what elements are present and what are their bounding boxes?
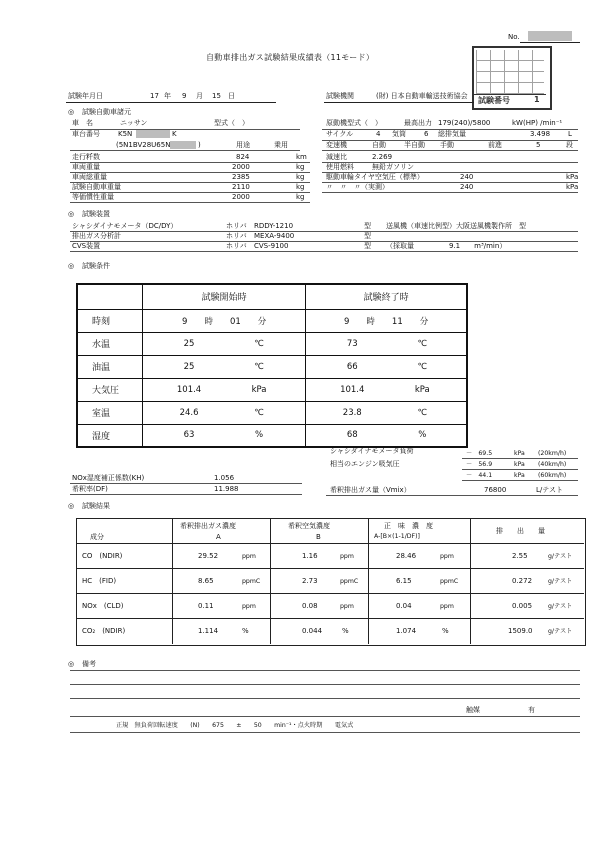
result-b-unit: ppm <box>340 553 354 560</box>
rule <box>70 251 578 252</box>
load-label-2: 相当のエンジン吸気圧 <box>330 460 400 468</box>
weight-label: 車両重量 <box>72 163 100 171</box>
tire-value: 240 <box>460 173 474 181</box>
conditions-section-marker: ◎ <box>68 262 75 270</box>
result-net: 28.46 <box>396 552 417 560</box>
result-name: HC (FID) <box>82 577 117 585</box>
load-unit: kPa <box>514 472 525 479</box>
start-header: 試験開始時 <box>143 284 306 309</box>
test-year: 17 <box>150 92 159 100</box>
stamp-number: 1 <box>534 95 540 104</box>
condition-end-value: 66 <box>346 361 358 372</box>
inertia-weight-unit: kg <box>296 193 305 201</box>
condition-end-unit: % <box>418 430 427 441</box>
condition-start-cell <box>143 355 306 378</box>
vehicle-name-label: 車 名 <box>72 119 93 127</box>
result-b: 2.73 <box>302 577 318 585</box>
result-a-unit: ppmC <box>242 578 261 585</box>
rule <box>322 192 578 193</box>
displacement-value: 3.498 <box>530 130 551 138</box>
condition-label: 室温 <box>77 401 143 424</box>
condition-end-unit: ℃ <box>417 361 428 372</box>
remarks-line <box>70 684 580 685</box>
vmix-value: 76800 <box>484 486 507 494</box>
result-emission: 2.55 <box>512 552 528 560</box>
condition-end-cell <box>306 401 467 424</box>
result-a: 1.114 <box>198 627 219 635</box>
equipment-row-label: シャシダイナモメータ（DC/DY） <box>72 222 178 230</box>
result-b-unit: % <box>342 627 349 635</box>
result-emission: 0.272 <box>512 577 533 585</box>
equipment-row-maker: ホリバ <box>226 222 247 230</box>
frame-number-label: 車台番号 <box>72 130 100 138</box>
test-weight-unit: kg <box>296 183 305 191</box>
result-emission: 0.005 <box>512 602 533 610</box>
fuel-value: 無鉛ガソリン <box>372 163 414 171</box>
condition-end-unit: kPa <box>414 384 430 395</box>
rule <box>76 568 584 569</box>
load-speed: (40km/h) <box>538 461 567 468</box>
institution-value: (財) 日本自動車輸送技術協会 <box>376 92 468 100</box>
vehicle-section-marker: ◎ <box>68 108 75 116</box>
transmission-label: 変速機 <box>326 141 347 149</box>
equipment-row-maker: ホリバ <box>226 232 247 240</box>
result-a-unit: ppm <box>242 603 256 610</box>
remarks-footer: 正規 無負荷回転速度 (N) 675 ± 50 min⁻¹・点火時期 電気式 <box>116 722 354 729</box>
result-emission-unit: g/テスト <box>548 628 573 635</box>
equipment-row-type: 型 <box>364 232 371 240</box>
rule <box>322 150 578 151</box>
result-a: 29.52 <box>198 552 219 560</box>
rule <box>270 518 271 644</box>
condition-end-value: 101.4 <box>340 384 365 395</box>
result-b-unit: ppm <box>340 603 354 610</box>
inertia-weight-value: 2000 <box>232 193 250 201</box>
conditions-row <box>77 309 467 332</box>
condition-start-unit: ℃ <box>254 338 264 349</box>
equipment-row-extra: （採取量 9.1 m³/min） <box>386 242 507 250</box>
remarks-line <box>70 732 580 733</box>
condition-start-value: 24.6 <box>179 407 199 418</box>
remarks-section-marker: ◎ <box>68 660 75 668</box>
rule <box>76 618 584 619</box>
result-net-unit: % <box>442 627 449 635</box>
col-emission: 排 出 量 <box>496 527 545 535</box>
results-section-title: 試験結果 <box>82 502 110 510</box>
rule <box>76 593 584 594</box>
condition-end-cell <box>306 378 467 401</box>
fuel-label: 使用燃料 <box>326 163 354 171</box>
result-net-unit: ppmC <box>440 578 459 585</box>
conditions-section-title: 試験条件 <box>82 262 110 270</box>
equipment-row-type: 型 <box>364 222 371 230</box>
odometer-unit: km <box>296 153 307 161</box>
load-value: － 56.9 <box>466 461 493 468</box>
stamp-seal-grid <box>476 50 544 94</box>
load-value: － 44.1 <box>466 472 493 479</box>
conditions-row <box>77 378 467 401</box>
max-output-unit: kW(HP) /min⁻¹ <box>512 119 563 127</box>
condition-start-value: 63 <box>183 430 195 441</box>
displacement-label: 総排気量 <box>438 130 466 138</box>
test-month: 9 <box>182 92 187 100</box>
displacement-unit: L <box>568 130 572 138</box>
rule <box>470 518 471 644</box>
result-a-unit: % <box>242 627 249 635</box>
gross-weight-unit: kg <box>296 173 305 181</box>
doc-title: 自動車排出ガス試験結果成績表（11モード） <box>206 53 375 62</box>
remarks-line <box>70 670 580 671</box>
forward-value: 5 <box>536 141 541 149</box>
redacted-frame <box>136 130 170 138</box>
result-b: 1.16 <box>302 552 318 560</box>
col-net: 正 味 濃 度 <box>384 522 433 530</box>
result-net: 1.074 <box>396 627 417 635</box>
use-label: 用途 <box>236 141 250 149</box>
equipment-row-type: 型 <box>364 242 371 250</box>
cycle-label: サイクル <box>326 130 354 138</box>
vehicle-model-label: 型式（ ） <box>214 119 249 127</box>
forward-label: 前進 <box>488 141 502 149</box>
result-name: CO (NDIR) <box>82 552 123 560</box>
kh-label: NOx湿度補正係数(KH) <box>72 474 145 482</box>
rule <box>326 495 578 496</box>
condition-start-value: 25 <box>183 361 195 372</box>
result-a: 0.11 <box>198 602 214 610</box>
doc-number-underline <box>520 42 580 43</box>
condition-label: 湿度 <box>77 424 143 447</box>
load-speed: (60km/h) <box>538 472 567 479</box>
result-net: 0.04 <box>396 602 412 610</box>
cylinders-value: 6 <box>424 130 429 138</box>
institution-underline <box>324 102 474 103</box>
inertia-weight-label: 等価慣性重量 <box>72 193 114 201</box>
weight-unit: kg <box>296 163 305 171</box>
result-emission-unit: g/テスト <box>548 603 573 610</box>
condition-end-value: 73 <box>346 338 358 349</box>
df-label: 希釈率(DF) <box>72 485 108 493</box>
use-value: 乗用 <box>274 141 288 149</box>
col-dilute: 希釈排出ガス濃度 <box>180 522 236 530</box>
equipment-row-extra: 送風機（車速比例型）大阪送風機製作所 型 <box>386 222 526 230</box>
condition-start-value: 101.4 <box>176 384 202 395</box>
test-date-label: 試験年月日 <box>68 92 103 100</box>
equipment-row-model: CVS-9100 <box>254 242 289 250</box>
frame-number2-prefix: (5N1BV28U65N <box>116 141 171 149</box>
rule <box>76 543 584 544</box>
reduction-label: 減速比 <box>326 153 347 161</box>
tire2-unit: kPa <box>566 183 579 191</box>
result-net: 6.15 <box>396 577 412 585</box>
end-header: 試験終了時 <box>306 284 467 309</box>
catalyst-value: 有 <box>528 706 535 714</box>
equipment-section-title: 試験装置 <box>82 210 110 218</box>
institution-label: 試験機関 <box>326 92 354 100</box>
engine-model-label: 原動機型式（ ） <box>326 119 382 127</box>
frame-number-prefix: K5N <box>118 130 133 138</box>
result-b: 0.044 <box>302 627 323 635</box>
load-unit: kPa <box>514 461 525 468</box>
result-b: 0.08 <box>302 602 318 610</box>
condition-end-cell <box>306 424 467 447</box>
condition-start-unit: kPa <box>251 384 267 395</box>
conditions-header-row <box>77 284 467 309</box>
frame-number-suffix: K <box>172 130 177 138</box>
stamp-label: 試験番号 <box>478 96 510 105</box>
redacted-number <box>528 31 572 41</box>
rule <box>462 458 578 459</box>
kh-value: 1.056 <box>214 474 235 482</box>
col-air-sub: B <box>316 533 321 541</box>
condition-end-value: 68 <box>346 430 358 441</box>
result-b-unit: ppmC <box>340 578 359 585</box>
result-emission: 1509.0 <box>508 627 533 635</box>
condition-start-cell <box>143 401 306 424</box>
forward-unit: 段 <box>566 141 573 149</box>
condition-end-unit: ℃ <box>417 407 428 418</box>
result-net-unit: ppm <box>440 553 454 560</box>
max-output-value: 179(240)/5800 <box>438 119 491 127</box>
frame-number2-suffix: ) <box>198 141 201 149</box>
catalyst-label: 触媒 <box>466 706 480 714</box>
result-a: 8.65 <box>198 577 214 585</box>
tire-label: 駆動車輪タイヤ空気圧（標準） <box>326 173 424 181</box>
max-output-label: 最高出力 <box>404 119 432 127</box>
rule <box>462 469 578 470</box>
test-weight-value: 2110 <box>232 183 250 191</box>
df-value: 11.988 <box>214 485 239 493</box>
condition-end-unit: ℃ <box>417 338 428 349</box>
rule <box>70 483 302 484</box>
result-net-unit: ppm <box>440 603 454 610</box>
tire2-value: 240 <box>460 183 474 191</box>
test-day: 15 <box>212 92 221 100</box>
condition-label: 時刻 <box>77 309 143 332</box>
load-speed: (20km/h) <box>538 450 567 457</box>
rule <box>70 202 310 203</box>
test-weight-label: 試験自動車重量 <box>72 183 121 191</box>
condition-start-cell <box>143 424 306 447</box>
results-section-marker: ◎ <box>68 502 75 510</box>
col-net-sub: A-[B×(1-1/DF)] <box>374 533 420 540</box>
col-air: 希釈空気濃度 <box>288 522 330 530</box>
transmission-auto: 自動 <box>372 141 386 149</box>
result-name: CO₂ (NDIR) <box>82 627 126 635</box>
condition-end-cell <box>306 355 467 378</box>
rule <box>462 480 578 481</box>
odometer-value: 824 <box>236 153 250 161</box>
rule <box>70 129 300 130</box>
condition-start-cell <box>143 378 306 401</box>
load-unit: kPa <box>514 450 525 457</box>
conditions-row <box>77 355 467 378</box>
year-unit: 年 <box>164 92 171 100</box>
rule <box>70 494 302 495</box>
condition-start-time: 9 時 01 分 <box>143 309 306 332</box>
equipment-row-maker: ホリバ <box>226 242 247 250</box>
equipment-row-label: 排出ガス分析計 <box>72 232 121 240</box>
conditions-corner <box>77 284 143 309</box>
gross-weight-label: 車両総重量 <box>72 173 107 181</box>
date-underline <box>66 102 276 103</box>
condition-end-time: 9 時 11 分 <box>306 309 467 332</box>
load-value: － 69.5 <box>466 450 493 457</box>
equipment-row-model: MEXA-9400 <box>254 232 295 240</box>
result-emission-unit: g/テスト <box>548 553 573 560</box>
conditions-row <box>77 401 467 424</box>
cycle-value: 4 <box>376 130 381 138</box>
remarks-line <box>70 716 580 717</box>
condition-start-unit: ℃ <box>254 407 264 418</box>
vmix-unit: L/テスト <box>536 486 563 494</box>
tire2-label: 〃 〃 〃（実測） <box>326 183 389 191</box>
condition-label: 油温 <box>77 355 143 378</box>
condition-end-value: 23.8 <box>342 407 362 418</box>
condition-start-unit: ℃ <box>254 361 264 372</box>
rule <box>70 231 578 232</box>
rule <box>322 162 578 163</box>
result-emission-unit: g/テスト <box>548 578 573 585</box>
cylinders-label: 気筒 <box>392 130 406 138</box>
transmission-semi: 半自動 <box>404 141 425 149</box>
condition-end-cell <box>306 332 467 355</box>
transmission-manual: 手動 <box>440 141 454 149</box>
vehicle-name-value: ニッサン <box>120 119 148 127</box>
gross-weight-value: 2385 <box>232 173 250 181</box>
day-unit: 日 <box>228 92 235 100</box>
conditions-table <box>76 283 468 448</box>
vehicle-section-title: 試験自動車諸元 <box>82 108 131 116</box>
result-name: NOx (CLD) <box>82 602 124 610</box>
doc-number-label: No. <box>508 33 520 41</box>
equipment-row-model: RDDY-1210 <box>254 222 294 230</box>
conditions-row <box>77 424 467 447</box>
tire-unit: kPa <box>566 173 579 181</box>
redacted-frame2 <box>170 141 196 149</box>
load-label-1: シャシダイナモメータ負荷 <box>330 447 414 455</box>
equipment-section-marker: ◎ <box>68 210 75 218</box>
remarks-section-title: 備考 <box>82 660 96 668</box>
remarks-line <box>70 698 580 699</box>
rule <box>70 162 310 163</box>
reduction-value: 2.269 <box>372 153 393 161</box>
condition-label: 大気圧 <box>77 378 143 401</box>
rule <box>70 150 300 151</box>
odometer-label: 走行粁数 <box>72 153 100 161</box>
result-a-unit: ppm <box>242 553 256 560</box>
col-dilute-sub: A <box>216 533 221 541</box>
col-component: 成分 <box>90 533 104 541</box>
condition-start-value: 25 <box>183 338 195 349</box>
condition-label: 水温 <box>77 332 143 355</box>
rule <box>172 518 173 644</box>
weight-value: 2000 <box>232 163 250 171</box>
rule <box>368 518 369 644</box>
conditions-row <box>77 332 467 355</box>
vmix-label: 希釈排出ガス量（Vmix） <box>330 486 411 494</box>
month-unit: 月 <box>196 92 203 100</box>
condition-start-cell <box>143 332 306 355</box>
condition-start-unit: % <box>255 430 264 441</box>
equipment-row-label: CVS装置 <box>72 242 101 250</box>
